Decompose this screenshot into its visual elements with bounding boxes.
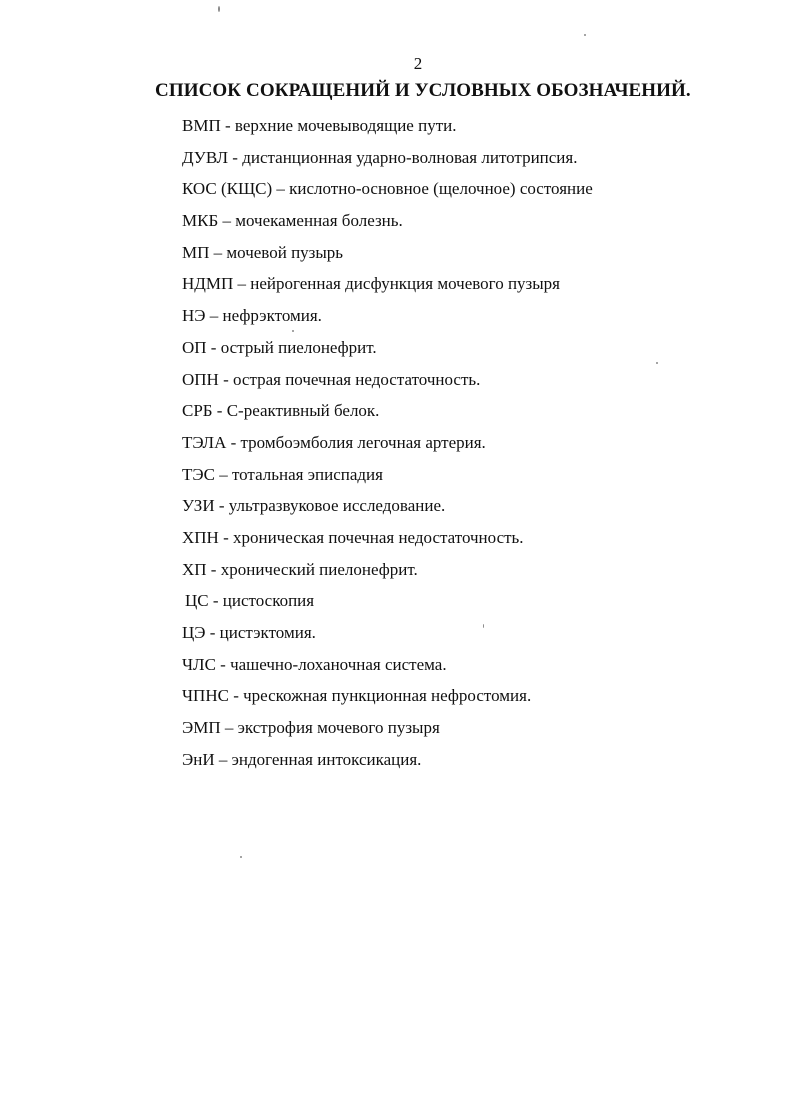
- scan-speck: [292, 330, 294, 332]
- abbreviation-item: ТЭЛА - тромбоэмболия легочная артерия.: [182, 432, 486, 452]
- abbreviation-item: КОС (КЩС) – кислотно-основное (щелочное) состояние: [182, 179, 593, 199]
- abbreviation-item: ДУВЛ - дистанционная ударно-волновая литотрипсия.: [182, 147, 578, 167]
- scan-speck: [218, 6, 220, 12]
- abbreviation-item: НЭ – нефрэктомия.: [182, 306, 322, 326]
- abbreviation-item: УЗИ - ультразвуковое исследование.: [182, 496, 446, 516]
- abbreviation-item: ЦЭ - цистэктомия.: [182, 623, 316, 642]
- abbreviation-list: [182, 113, 593, 778]
- abbreviation-item: ХП - хронический пиелонефрит.: [182, 559, 418, 579]
- abbreviation-item: ТЭС – тотальная эписпадия: [182, 464, 383, 484]
- abbreviation-item: ХПН - хроническая почечная недостаточность.: [182, 527, 524, 547]
- abbreviation-item: ЧПНС - чрескожная пункционная нефростомия.: [182, 686, 532, 706]
- abbreviation-item: ЭМП – экстрофия мочевого пузыря: [182, 718, 440, 738]
- abbreviation-item: ЧЛС - чашечно-лоханочная система.: [182, 654, 447, 674]
- scan-speck: [656, 362, 658, 364]
- abbreviation-item: МП – мочевой пузырь: [182, 242, 344, 262]
- abbreviation-item: СРБ - С-реактивный белок.: [182, 401, 380, 421]
- abbreviation-item: ОП - острый пиелонефрит.: [182, 337, 377, 357]
- abbreviation-item: ЦС - цистоскопия: [185, 591, 315, 611]
- page-title: СПИСОК СОКРАЩЕНИЙ И УСЛОВНЫХ ОБОЗНАЧЕНИЙ.: [155, 80, 691, 101]
- scan-speck: [584, 34, 586, 36]
- scan-speck: [240, 856, 242, 858]
- abbreviation-item: МКБ – мочекаменная болезнь.: [182, 211, 403, 231]
- abbreviation-item: ВМП - верхние мочевыводящие пути.: [182, 116, 457, 135]
- page-number: 2: [413, 54, 423, 73]
- abbreviation-item: НДМП – нейрогенная дисфункция мочевого пузыря: [182, 274, 561, 294]
- scan-speck: [483, 624, 484, 628]
- abbreviation-item: ОПН - острая почечная недостаточность.: [182, 369, 481, 389]
- abbreviation-item: ЭнИ – эндогенная интоксикация.: [182, 749, 422, 769]
